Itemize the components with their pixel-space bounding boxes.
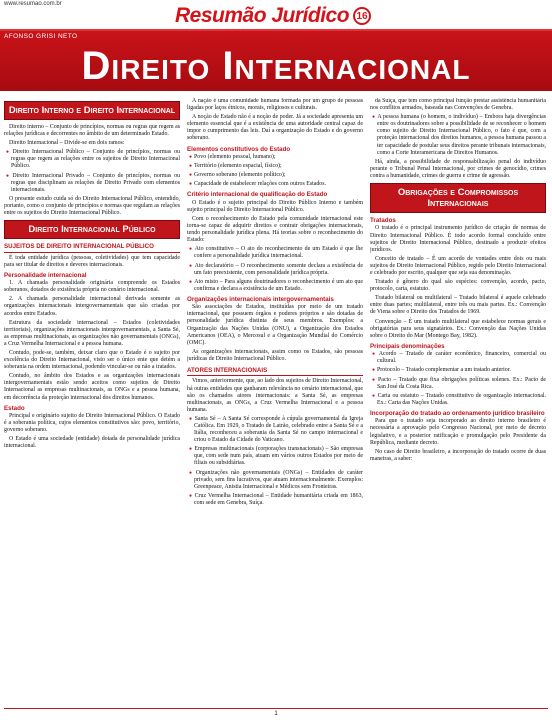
paragraph: Contudo, no âmbito dos Estados e as organizações internacionais intergovernamentais estão sendo aceitos como sujeitos de Direito Internacional as empresas multinacionais, as ONGs e a pessoa humana, em decorrência da proteção internacional dos direitos humanos. (4, 373, 180, 401)
section-heading: Obrigações e Compromissos Internacionais (370, 183, 546, 213)
list-item: ● Protocolo – Tratado complementar a um tratado anterior. (370, 367, 546, 374)
paragraph: da Suíça, que tem como principal função prestar assistência humanitária nos conflitos armados, baseada nas Convenções de Genebra. (370, 98, 546, 112)
paragraph: O Estado é o sujeito principal do Direito Público Interno e também sujeito principal do Direito Internacional Público. (187, 199, 363, 213)
footer-divider (4, 708, 548, 709)
sub-heading: ATORES INTERNACIONAIS (187, 367, 363, 376)
paragraph: São associações de Estados, instituídas por meio de um tratado internacional, que possuem órgãos e poderes próprios e são dotadas de personalidade jurídica distinta de seus membros. Exemplos: a Organização das Nações Unidas (ONU), a Organização dos Estados Americanos (OEA), o Mercosul e a Organização Mundial do Comércio (OMC). (187, 304, 363, 346)
sub-heading: SUJEITOS DE DIREITO INTERNACIONAL PÚBLICO (4, 243, 180, 252)
paragraph: Contudo, pode-se, também, deixar claro que o Estado é o sujeito por excelência do Direito Internacional, visto ser o único ente que detém a soberania na ordem internacional, podendo vincular-se ou não a tratados. (4, 349, 180, 371)
list-item: ● Direito Internacional Privado – Conjunto de princípios, normas ou regras que disciplinam as relações de Direito Privado com elementos internacionais. (4, 173, 180, 194)
list-item: ● Território (elemento espacial, físico); (187, 163, 363, 170)
list-item: ● Organizações não governamentais (ONGs) – Entidades de caráter privado, sem fins lucrativos, que atuam internacionalmente. Exemplos: Greenpeace, Anistia Internacional e Médicos sem Fronteiras. (187, 470, 363, 491)
paragraph: 1. A chamada personalidade originária compreende os Estados soberanos, dotados de existência própria no cenário internacional. (4, 280, 180, 294)
list-item: ● Pacto – Tratado que fixa obrigações políticas solenes. Ex.: Pacto de San José da Costa Rica. (370, 377, 546, 391)
paragraph: É toda entidade jurídica (pessoas, coletividades) que tem capacidade para ser titular de direitos e deveres internacionais. (4, 254, 180, 268)
site-url: www.resumao.com.br (4, 1, 62, 7)
paragraph: Estrutura da sociedade internacional – Estados (coletividades territoriais), organizações internacionais intergovernamentais, a Santa Sé, as empresas multinacionais, as organizações não governamentais (ONGs), a Cruz Vermelha Internacional e a pessoa humana. (4, 319, 180, 347)
title-banner (0, 29, 552, 91)
column-1 (4, 98, 180, 708)
column-2 (187, 98, 363, 708)
paragraph: Convenção – É um tratado multilateral que estabelece normas gerais e obrigatórias para seus signatários. Ex.: Convenção das Nações Unidas sobre o Direito do Mar (Montego Bay, 1982). (370, 318, 546, 339)
paragraph: Com o reconhecimento do Estado pela comunidade internacional este torna-se capaz de adquirir direitos e contrair obrigações internacionais, tendo personalidade jurídica plena. Há teorias sobre o reconhecimento do Estado: (187, 215, 363, 244)
page-number: 1 (274, 711, 278, 717)
sub-heading: Tratados (370, 217, 396, 225)
paragraph: O presente estudo cuida só do Direito Internacional Público, entendido, portanto, como o conjunto de princípios e normas que regulam as relações entre os sujeitos do Direito Internacional Público. (4, 195, 180, 217)
section-heading: Direito Internacional Público (4, 220, 180, 239)
sub-heading: Personalidade internacional (4, 271, 87, 279)
list-item: ● Ato declaratório – O reconhecimento somente declara a existência de um fato preexistente, com personalidade jurídica própria. (187, 263, 363, 277)
list-item: ● Acordo – Tratado de caráter econômico, financeiro, comercial ou cultural. (370, 351, 546, 365)
paragraph: Tratado bilateral ou multilateral – Tratado bilateral é aquele celebrado entre duas partes; multilateral, entre três ou mais partes. Ex.: Convenção de Viena sobre o Direito dos Tratados de 1969. (370, 295, 546, 316)
paragraph: No caso de Direito brasileiro, a incorporação do tratado ocorre de duas maneiras, a saber: (370, 448, 546, 462)
list-item: ● Governo soberano (elemento político); (187, 172, 363, 179)
paragraph: As organizações internacionais, assim como os Estados, são pessoas jurídicas de Direito Internacional Público. (187, 348, 363, 362)
paragraph: 2. A chamada personalidade internacional derivada somente as organizações internacionais intergovernamentais que são criadas por acordos entre Estados. (4, 296, 180, 317)
paragraph: Para que o tratado seja incorporado ao direito interno brasileiro é necessária a aprovação pelo Congresso Nacional, por meio de decreto legislativo, e a posterior ratificação e promulgação pelo Presidente da República, mediante decreto. (370, 418, 546, 446)
paragraph: Direito interno – Conjunto de princípios, normas ou regras que regem as relações jurídicas e decorrentes no âmbito de um determinado Estado. (4, 124, 180, 138)
brand-name: Resumão Jurídico (175, 4, 350, 27)
paragraph: Direito Internacional – Divide-se em dois ramos: (9, 140, 125, 147)
list-item: ● Direito Internacional Público – Conjunto de princípios, normas ou regras que regem as relações entre os sujeitos de Direito Internacional Público. (4, 149, 180, 170)
list-item: ● A pessoa humana (o homem, o indivíduo) – Embora haja divergências entre os doutrinadores sobre a possibilidade de se reconhecer o homem como sujeito de Direito Internacional Público, o fato é que, com a proteção internacional dos direitos humanos, a pessoa humana passou a ter capacidade de postular seus direitos perante tribunais internacionais, como a Corte Interamericana de Direitos Humanos. (370, 114, 546, 157)
paragraph: Há, ainda, a possibilidade de responsabilização penal do indivíduo perante o Tribunal Penal Internacional, por crimes de genocídio, crimes contra a humanidade, crimes de guerra e crime de agressão. (370, 158, 546, 179)
list-item: ● Carta ou estatuto – Tratado constitutivo de organização internacional. Ex.: Carta das Nações Unidas. (370, 393, 546, 407)
list-item: ● Santa Sé – A Santa Sé corresponde à cúpula governamental da Igreja Católica. Em 1929, o Tratado de Latrão, celebrado entre a Santa Sé e a Itália, reconheceu a soberania da Santa Sé no campo internacional e criou o Estado da Cidade do Vaticano. (187, 416, 363, 444)
issue-number-badge: 16 (353, 7, 371, 25)
author-name: AFONSO GRISI NETO (4, 33, 78, 40)
paragraph: O tratado é o principal instrumento jurídico de criação de normas de Direito Internacional Público. É todo acordo formal concluído entre sujeitos de Direito Internacional Público, destinado a produzir efeitos jurídicos. (370, 225, 546, 253)
list-item: ● Ato misto – Para alguns doutrinadores o reconhecimento é um ato que confirma e declara a existência de um Estado. (187, 279, 363, 293)
column-3 (370, 98, 546, 708)
list-item: ● Ato constitutivo – O ato do reconhecimento de um Estado é que lhe confere a personalidade jurídica internacional. (187, 246, 363, 260)
sub-heading: Critério internacional de qualificação do Estado (187, 191, 328, 199)
sub-heading: Elementos constitutivos do Estado (187, 145, 291, 153)
list-item: ● Capacidade de estabelecer relações com outros Estados. (187, 181, 363, 188)
sub-heading: Principais denominações (370, 342, 445, 350)
paragraph: Conceito de tratado – É um acordo de vontades entre dois ou mais sujeitos de Direito Internacional Público, regido pelo Direito Internacional e celebrado por escrito, qualquer que seja sua denominação. (370, 255, 546, 276)
paragraph: Principal e originário sujeito de Direito Internacional Público. O Estado é a soberania política, cujos elementos constitutivos são: povo, território, governo soberano. (4, 413, 180, 434)
paragraph: Vimos, anteriormente, que, ao lado dos sujeitos de Direito Internacional, há outras entidades que ganharam relevância no cenário internacional, que são os chamados atores internacionais: a Santa Sé, as empresas multinacionais, as ONGs, a Cruz Vermelha Internacional e a pessoa humana. (187, 378, 363, 413)
sub-heading: Incorporação do tratado ao ordenamento jurídico brasileiro (370, 409, 545, 417)
paragraph: O Estado é uma sociedade (entidade) dotada de personalidade jurídica internacional. (4, 436, 180, 450)
paragraph: A noção de Estado não é a noção de poder. Já a sociedade apresenta um elemento essencial que é a existência de uma autoridade central capaz de impor o cumprimento das leis. Daí a organização do Estado e do governo soberano. (187, 114, 363, 142)
list-item: ● Empresas multinacionais (corporações transnacionais) – São empresas que, com sede num país, atuam em vários outros Estados por meio de filiais ou subsidiárias. (187, 446, 363, 467)
sub-heading: Estado (4, 404, 25, 412)
paragraph: A nação é uma comunidade humana formada por um grupo de pessoas ligadas por laços étnicos, morais, religiosos e culturais. (187, 98, 363, 112)
content-columns (4, 98, 548, 708)
paragraph: Tratado é gênero do qual são espécies: convenção, acordo, pacto, protocolo, carta, estatuto. (370, 279, 546, 293)
section-heading: Direito Interno e Direito Internacional (4, 101, 180, 120)
list-item: ● Povo (elemento pessoal, humano); (187, 154, 363, 161)
list-item: ● Cruz Vermelha Internacional – Entidade humanitária criada em 1863, com sede em Genebra, Suíça. (187, 493, 363, 507)
sub-heading: Organizações internacionais intergovernamentais (187, 295, 334, 303)
page-title: Direito Internacional (81, 44, 471, 88)
brand-logo (175, 4, 371, 28)
